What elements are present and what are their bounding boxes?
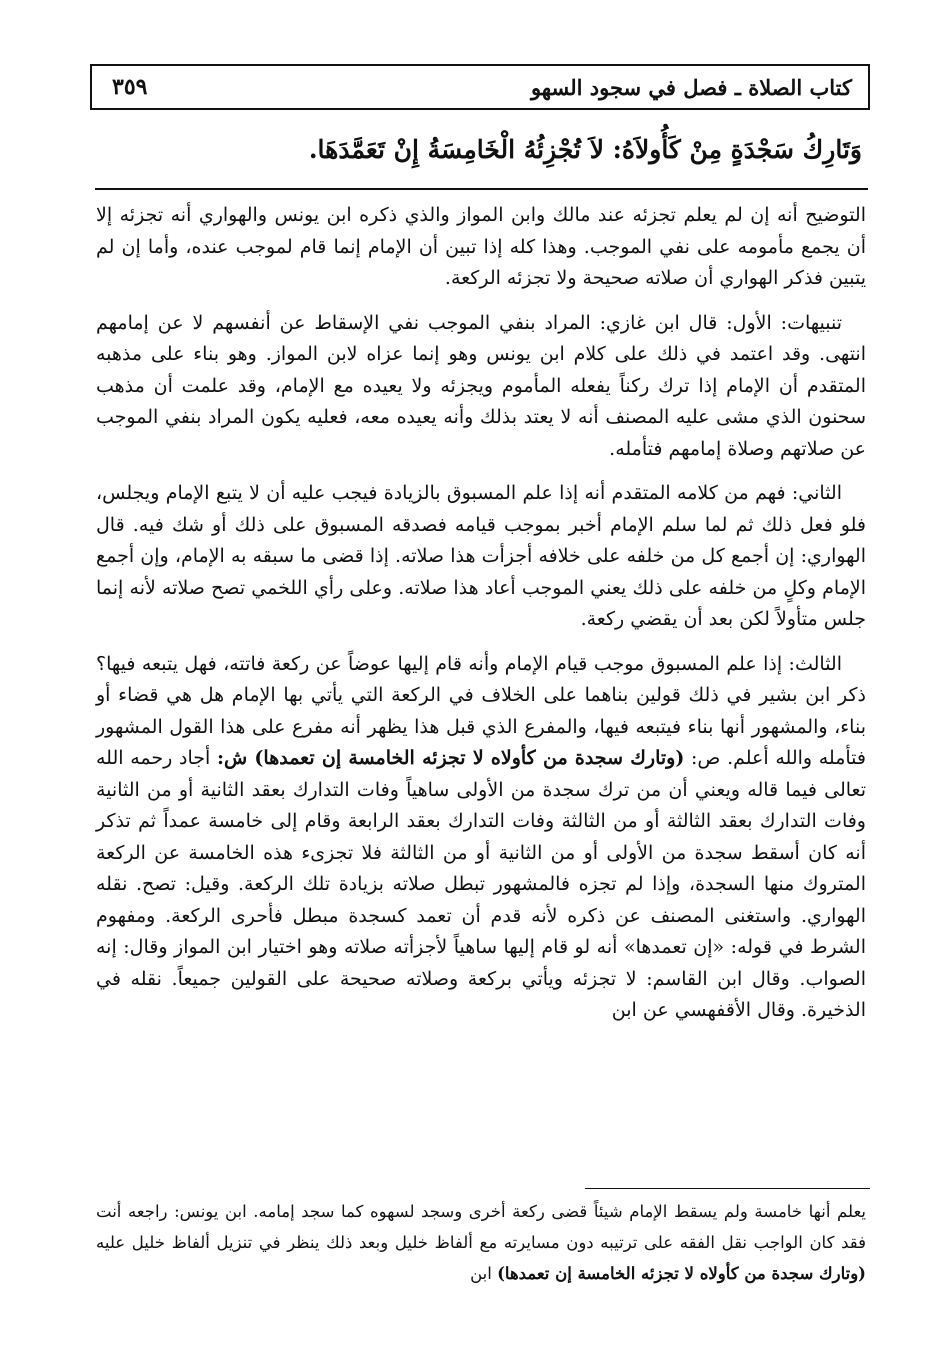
paragraph-3-text: الثاني: فهم من كلامه المتقدم أنه إذا علم المسبوق بالزيادة فيجب عليه أن لا يتبع الإمام ويجلس، فلو فعل ذلك ثم لما سلم الإمام أخبر بموجب قيامه فصدقه المسبوق على ذلك أو شك فيه. قال الهواري: إن أجمع كل من خلفه على خلافه أجزأت هذا صلاته. إذا قضى ما سبقه به الإمام، وإن أجمع الإمام وكلٍ من خلفه على ذلك يعني الموجب أعاد هذا صلاته. وعلى رأي اللخمي تصح صلاته لأنه إنما جلس متأولاً لكن بعد أن يقضي ركعة.: [96, 482, 866, 630]
paragraph-3: [96, 478, 866, 636]
footnote-paragraph: [96, 1196, 866, 1289]
footnote-text-a: يعلم أنها خامسة ولم يسقط الإمام شيئاً قضى ركعة أخرى وسجد لسهوه كما سجد إمامه. ابن يونس: راجعه أنت فقد كان الواجب نقل الفقه على ترتيبه دون مسايرته مع ألفاظ خليل وبعد ذلك ينظر في تنزيل ألفاظ خليل عليه: [96, 1202, 866, 1252]
footnote-matn-quote: (وتارك سجدة من كأولاه لا تجزئه الخامسة إن تعمدها): [497, 1264, 866, 1283]
page-number: ٣٥٩: [112, 74, 148, 100]
chapter-title: كتاب الصلاة ـ فصل في سجود السهو: [530, 74, 852, 100]
separator-rule: [95, 188, 868, 190]
paragraph-4-text-c: أجاد رحمه الله تعالى فيما قاله ويعني أن من ترك سجدة من الأولى ساهياً وفات التدارك بعقد الثانية أو من الثانية وفات التدارك بعقد الثالثة أو من الثالثة وفات التدارك بعقد الرابعة وقام إلى خامسة عمداً ثم تذكر أنه كان أسقط سجدة من الأولى أو من الثانية أو من الثالثة فلا تجزىء هذه الخامسة عن الركعة المتروك منها السجدة، وإذا لم تجزه فالمشهور تبطل صلاته بزيادة تلك الركعة. وقيل: تصح. نقله الهواري. واستغنى المصنف عن ذكره لأنه قدم أن تعمد كسجدة مبطل فأحرى الركعة. ومفهوم الشرط في قوله: «إن تعمدها» أنه لو قام إليها ساهياً لأجزأته صلاته وهو اختيار ابن المواز وقال: إنه الصواب. وقال ابن القاسم: لا تجزئه ويأتي بركعة وصلاته صحيحة على القولين جميعاً. نقله في الذخيرة. وقال الأقفهسي عن ابن: [96, 747, 866, 1021]
matn-verse: وَتَارِكُ سَجْدَةٍ مِنْ كَأُولاَهُ: لاَ تُجْزِئُهُ الْخَامِسَةُ إِنْ تَعَمَّدَهَا.: [308, 135, 862, 164]
matn-quote: (وتارك سجدة من كأولاه لا تجزئه الخامسة إن تعمدها) ش:: [216, 747, 685, 769]
paragraph-2-text: تنبيهات: الأول: قال ابن غازي: المراد بنفي الموجب نفي الإسقاط عن أنفسهم لا عن إمامهم انتهى. وقد اعتمد في ذلك على كلام ابن يونس وهو إنما عزاه لابن المواز. وهو بناء على مذهبه المتقدم أن الإمام إذا ترك ركناً يفعله المأموم ويجزئه ولا يعيده مع الإمام، وقد علمت أن مذهب سحنون الذي مشى عليه المصنف أنه لا يعتد بذلك وأنه يعيده معه، فعليه يكون المراد بنفي الموجب عن صلاتهم وصلاة إمامهم فتأمله.: [96, 311, 866, 460]
footnote: [96, 1196, 866, 1289]
paragraph-1: [96, 200, 866, 295]
paragraph-1-text: التوضيح أنه إن لم يعلم تجزئه عند مالك وابن المواز والذي ذكره ابن يونس والهواري أنه تجزئه إلا أن يجمع مأمومه على نفي الموجب. وهذا كله إذا تبين أن الإمام إنما قام لموجب عنده، وأما إن لم يتبين فذكر الهواري أن صلاته صحيحة ولا تجزئه الركعة.: [96, 204, 866, 289]
running-header: [90, 64, 870, 110]
paragraph-2: [96, 308, 866, 466]
footnote-text-c: ابن: [470, 1264, 492, 1283]
paragraph-4-text-a: الثالث: إذا علم المسبوق موجب قيام الإمام وأنه قام إليها عوضاً عن ركعة فاتته، فهل يتبعه فيها؟ ذكر ابن بشير في ذلك قولين بناهما على الخلاف في الركعة التي يأتي بها الإمام هل هي قضاء أو بناء، والمشهور أنها بناء فيتبعه فيها، والمفرع الذي قبل هذا يظهر أنه مفرع على هذا القول المشهور فتأمله والله أعلم. ص:: [96, 652, 866, 769]
commentary-body: [96, 200, 866, 1040]
paragraph-4: [96, 649, 866, 1027]
footnote-separator: [585, 1188, 870, 1189]
